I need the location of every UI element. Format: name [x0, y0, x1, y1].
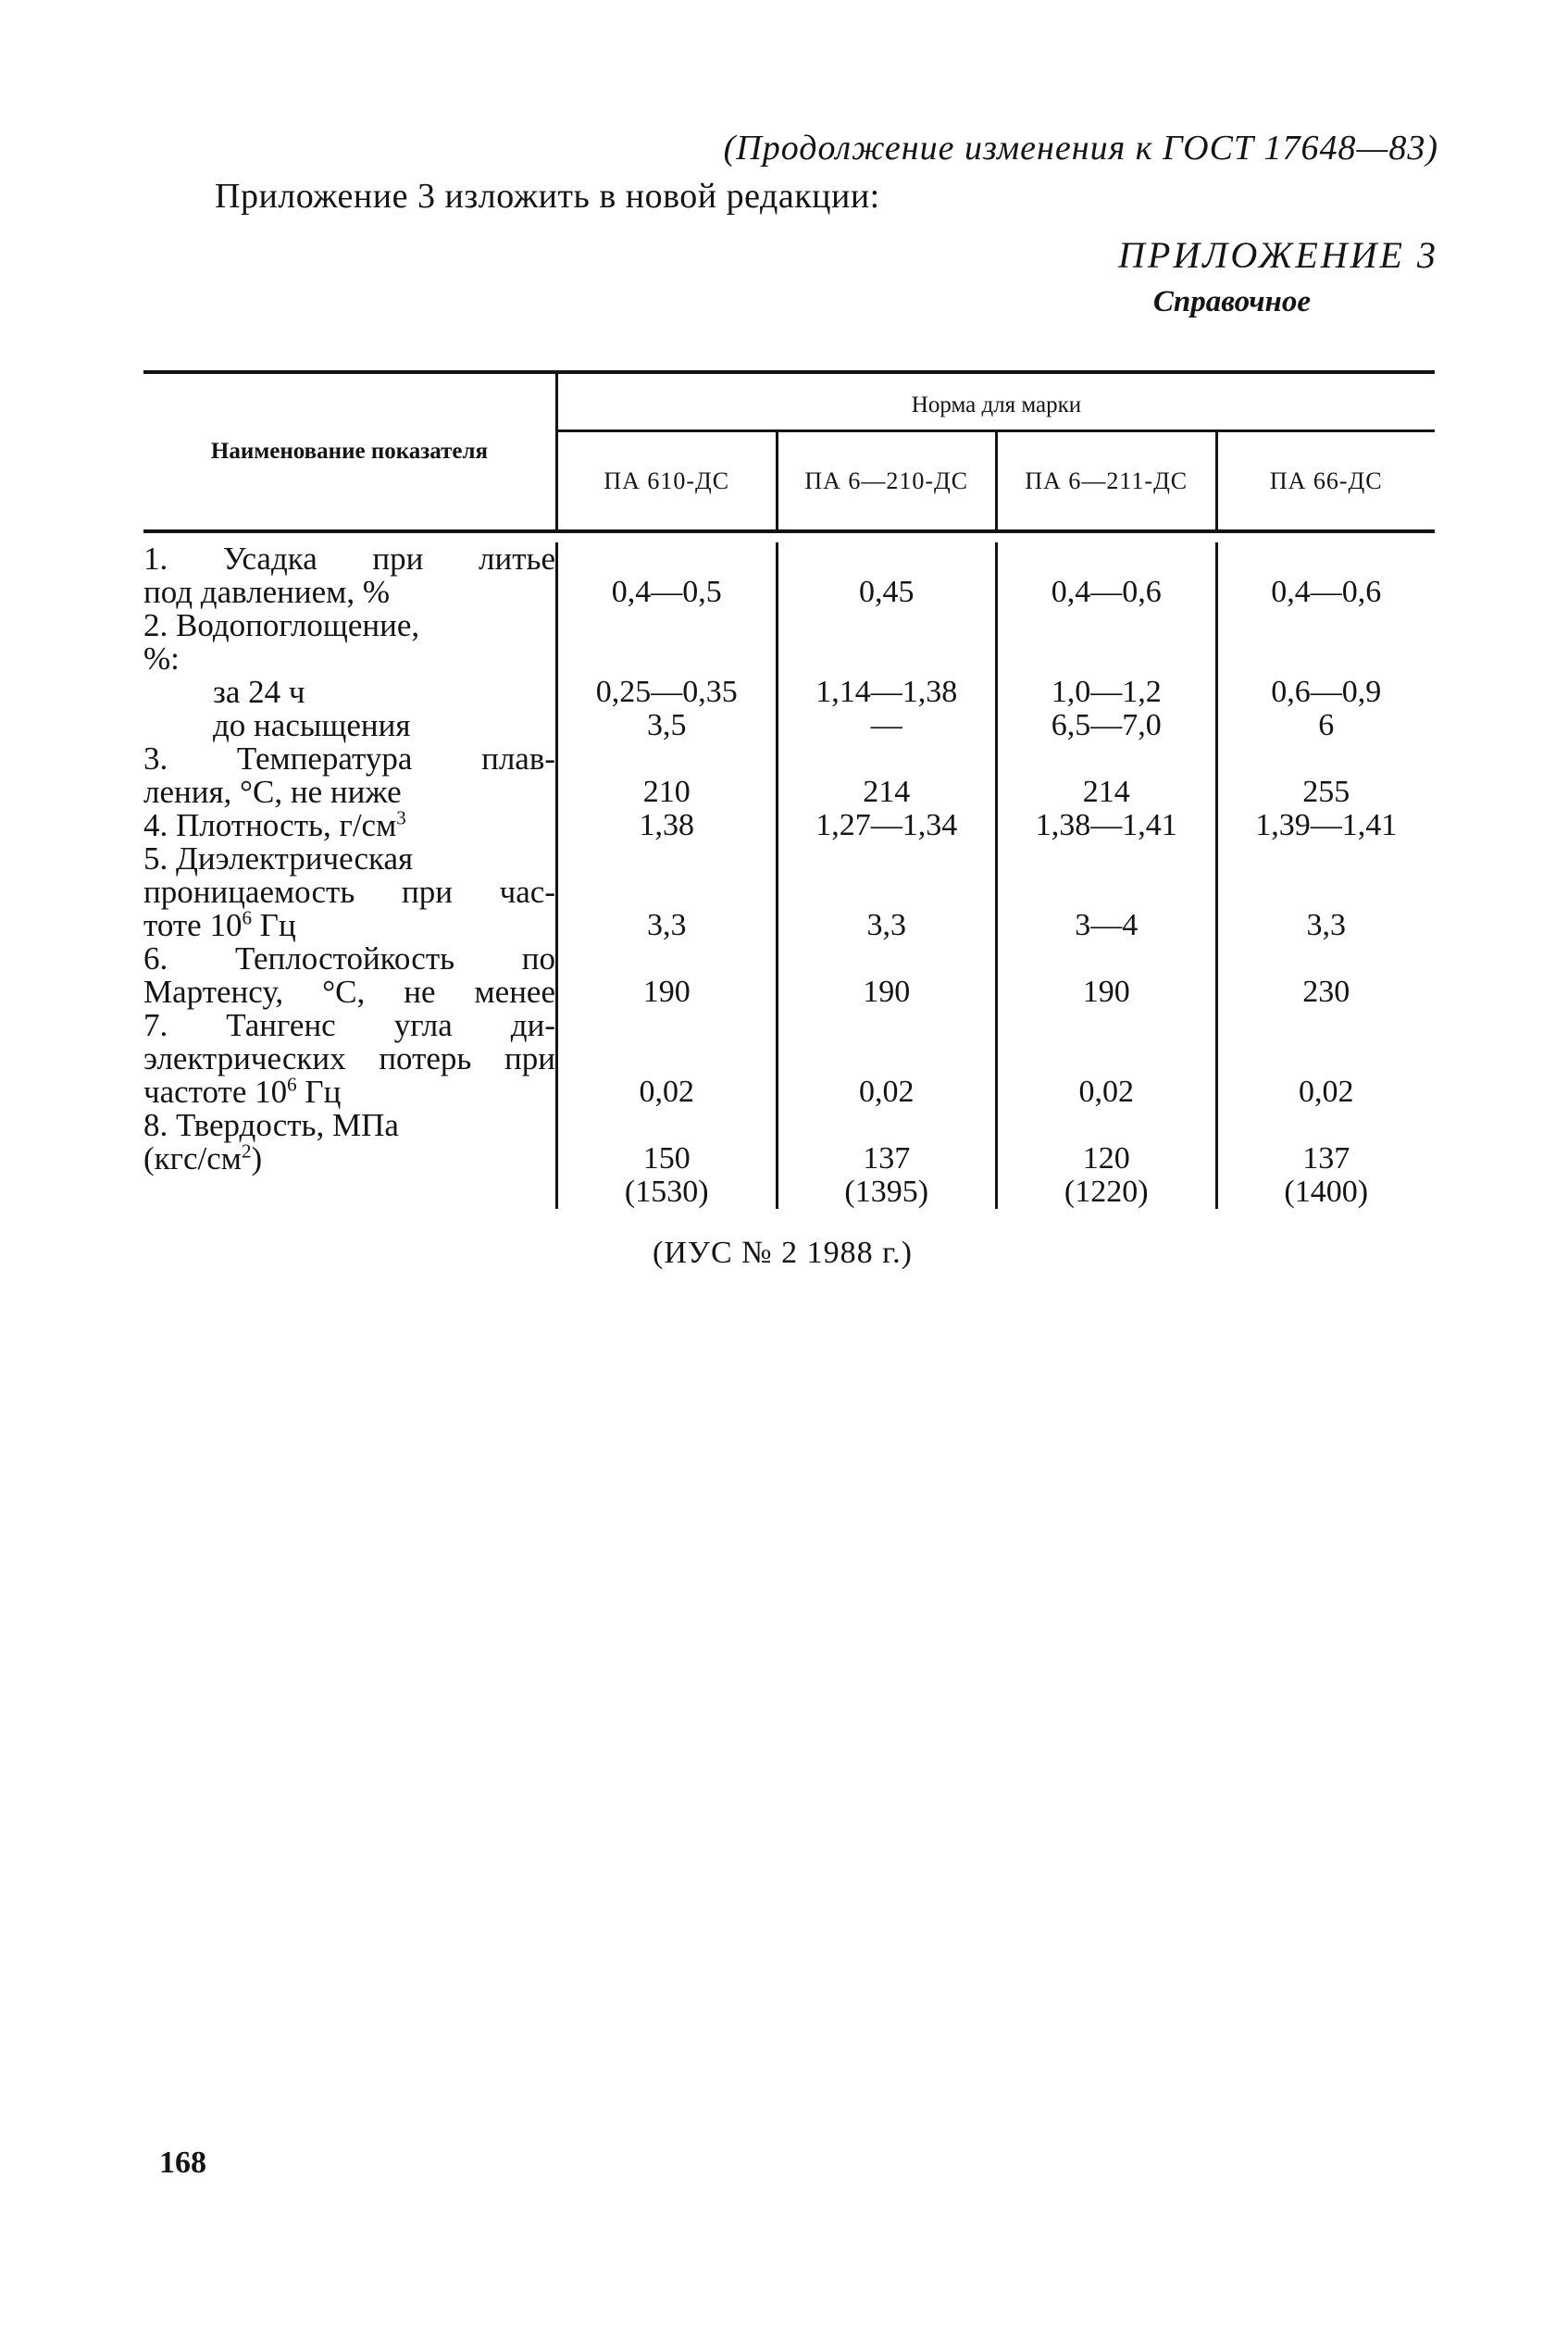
value-cell: 3,5: [647, 708, 687, 742]
row4-text: 4. Плотность, г/см: [143, 807, 397, 843]
intro-text: Приложение 3 изложить в новой редакции:: [215, 177, 880, 216]
row8-text: (кгс/см: [143, 1140, 242, 1176]
value-cell: 3—4: [1075, 908, 1139, 942]
spacer: [998, 642, 1215, 676]
value-cell: 1,0—1,2: [1051, 675, 1162, 709]
spacer: [998, 609, 1215, 642]
row5-text: тоте 10: [143, 907, 243, 943]
appendix-subtitle: Справочное: [1152, 285, 1311, 318]
continuation-header: (Продолжение изменения к ГОСТ 17648—83): [723, 129, 1438, 168]
amendment-note: (ИУС № 2 1988 г.): [653, 1236, 913, 1270]
row5-unit: Гц: [251, 907, 296, 943]
spacer: [998, 542, 1215, 576]
value-cell: 137: [863, 1141, 911, 1176]
column-header-pa66: ПА 66-ДС: [1215, 432, 1436, 529]
values-col-pa610: [558, 542, 776, 1209]
row4-line1: [143, 806, 555, 843]
value-cell: 0,02: [1299, 1075, 1354, 1109]
spacer: [1218, 609, 1436, 642]
row7-line3: [143, 1073, 555, 1110]
value-cell: 0,02: [859, 1075, 915, 1109]
spacer: [1218, 1109, 1436, 1142]
value-cell: 3,3: [647, 908, 687, 942]
value-cell: 214: [863, 775, 911, 809]
row5-line1: 5. Диэлектрическая: [143, 840, 414, 877]
spacer: [558, 642, 776, 676]
row8-close: ): [251, 1140, 263, 1176]
spacer: [778, 609, 996, 642]
value-cell: 190: [642, 975, 691, 1009]
value-cell: 3,3: [866, 908, 906, 942]
value-cell: 150: [642, 1141, 691, 1176]
value-cell: 1,38: [639, 808, 694, 842]
row5-line3: [143, 906, 555, 943]
value-cell: 0,4—0,5: [611, 575, 722, 609]
grade-group-title: Норма для марки: [558, 381, 1435, 432]
value-cell: (1530): [624, 1175, 709, 1209]
value-cell: 1,39—1,41: [1255, 808, 1398, 842]
spacer: [778, 642, 996, 676]
row2a-label: за 24 ч: [213, 674, 305, 710]
value-cell: 6,5—7,0: [1051, 708, 1162, 742]
spacer: [558, 942, 776, 976]
row8-line2: [143, 1139, 555, 1176]
value-cell: (1400): [1284, 1175, 1369, 1209]
row6-line1: 6. Теплостойкость по: [143, 940, 555, 977]
spacer: [558, 609, 776, 642]
grade-header-group: [555, 374, 1435, 529]
spacer: [778, 876, 996, 909]
spacer: [1218, 542, 1436, 576]
spacer: [1218, 642, 1436, 676]
value-cell: (1395): [844, 1175, 929, 1209]
spacer: [778, 1109, 996, 1142]
spacer: [558, 842, 776, 876]
spacer: [558, 742, 776, 776]
value-cell: 0,4—0,6: [1271, 575, 1382, 609]
value-cell: 3,3: [1306, 908, 1346, 942]
row3-line2: ления, °С, не ниже: [143, 774, 402, 810]
row1-line2: под давлением, %: [143, 574, 390, 610]
spacer: [998, 742, 1215, 776]
appendix-title: ПРИЛОЖЕНИЕ 3: [1118, 234, 1438, 276]
row7-superscript: 6: [287, 1073, 297, 1096]
row4-superscript: 3: [396, 806, 406, 829]
row7-line1: 7. Тангенс угла ди-: [143, 1007, 555, 1043]
grade-columns: [558, 432, 1435, 529]
value-cell: 0,02: [1078, 1075, 1134, 1109]
spacer: [558, 1109, 776, 1142]
row2b-label: до насыщения: [213, 707, 411, 743]
row3-line1: 3. Температура плав-: [143, 740, 555, 777]
name-column-header: Наименование показателя: [210, 439, 489, 464]
row2-line1: 2. Водопоглощение,: [143, 607, 420, 643]
value-cell: 120: [1082, 1141, 1130, 1176]
value-cell: 255: [1302, 775, 1350, 809]
row8-spacer: [143, 1176, 555, 1209]
value-cell: 190: [1082, 975, 1130, 1009]
spacer: [558, 542, 776, 576]
column-header-pa6-211: ПА 6—211-ДС: [995, 432, 1215, 529]
spacer: [778, 942, 996, 976]
spacer: [558, 1009, 776, 1042]
row8-line1: 8. Твердость, МПа: [143, 1107, 399, 1143]
properties-table: [143, 370, 1435, 1209]
spacer: [1218, 942, 1436, 976]
value-cell: 210: [642, 775, 691, 809]
table-header: [143, 374, 1435, 529]
value-cell: 1,38—1,41: [1035, 808, 1177, 842]
spacer: [778, 842, 996, 876]
value-cell: 6: [1318, 708, 1335, 742]
value-cell: 214: [1082, 775, 1130, 809]
row8-superscript: 2: [241, 1139, 252, 1163]
spacer: [998, 1042, 1215, 1076]
row7-line2: электрических потерь при: [143, 1040, 555, 1076]
spacer: [998, 876, 1215, 909]
value-cell: 1,27—1,34: [815, 808, 958, 842]
spacer: [998, 1009, 1215, 1042]
row7-text: частоте 10: [143, 1074, 288, 1110]
value-cell: —: [870, 708, 902, 742]
spacer: [998, 942, 1215, 976]
value-cell: (1220): [1064, 1175, 1149, 1209]
table-body: [143, 533, 1435, 1209]
value-cell: 0,6—0,9: [1271, 675, 1382, 709]
spacer: [778, 1009, 996, 1042]
values-col-pa6-211: [995, 542, 1215, 1209]
row2-line2: %:: [143, 641, 180, 677]
values-col-pa66: [1215, 542, 1436, 1209]
spacer: [1218, 1042, 1436, 1076]
values-col-pa6-210: [776, 542, 996, 1209]
row6-line2: Мартенсу, °С, не менее: [143, 974, 555, 1010]
row7-unit: Гц: [296, 1074, 342, 1110]
spacer: [778, 1042, 996, 1076]
column-header-pa610: ПА 610-ДС: [604, 467, 730, 494]
values-area: [555, 542, 1435, 1209]
value-cell: 230: [1302, 975, 1350, 1009]
spacer: [1218, 742, 1436, 776]
value-cell: 1,14—1,38: [815, 675, 958, 709]
property-names: [143, 542, 555, 1209]
spacer: [998, 842, 1215, 876]
value-cell: 0,02: [639, 1075, 694, 1109]
column-header-pa6-210: ПА 6—210-ДС: [776, 432, 996, 529]
value-cell: 137: [1302, 1141, 1350, 1176]
value-cell: 190: [863, 975, 911, 1009]
spacer: [1218, 1009, 1436, 1042]
spacer: [778, 542, 996, 576]
value-cell: 0,45: [859, 575, 915, 609]
row5-line2: проницаемость при час-: [143, 874, 555, 910]
spacer: [778, 742, 996, 776]
row5-superscript: 6: [242, 906, 252, 929]
spacer: [558, 1042, 776, 1076]
spacer: [1218, 842, 1436, 876]
page-number: 168: [159, 2146, 206, 2180]
spacer: [558, 876, 776, 909]
value-cell: 0,4—0,6: [1051, 575, 1162, 609]
value-cell: 0,25—0,35: [595, 675, 738, 709]
spacer: [998, 1109, 1215, 1142]
spacer: [1218, 876, 1436, 909]
row1-line1: 1. Усадка при литье: [143, 541, 555, 577]
